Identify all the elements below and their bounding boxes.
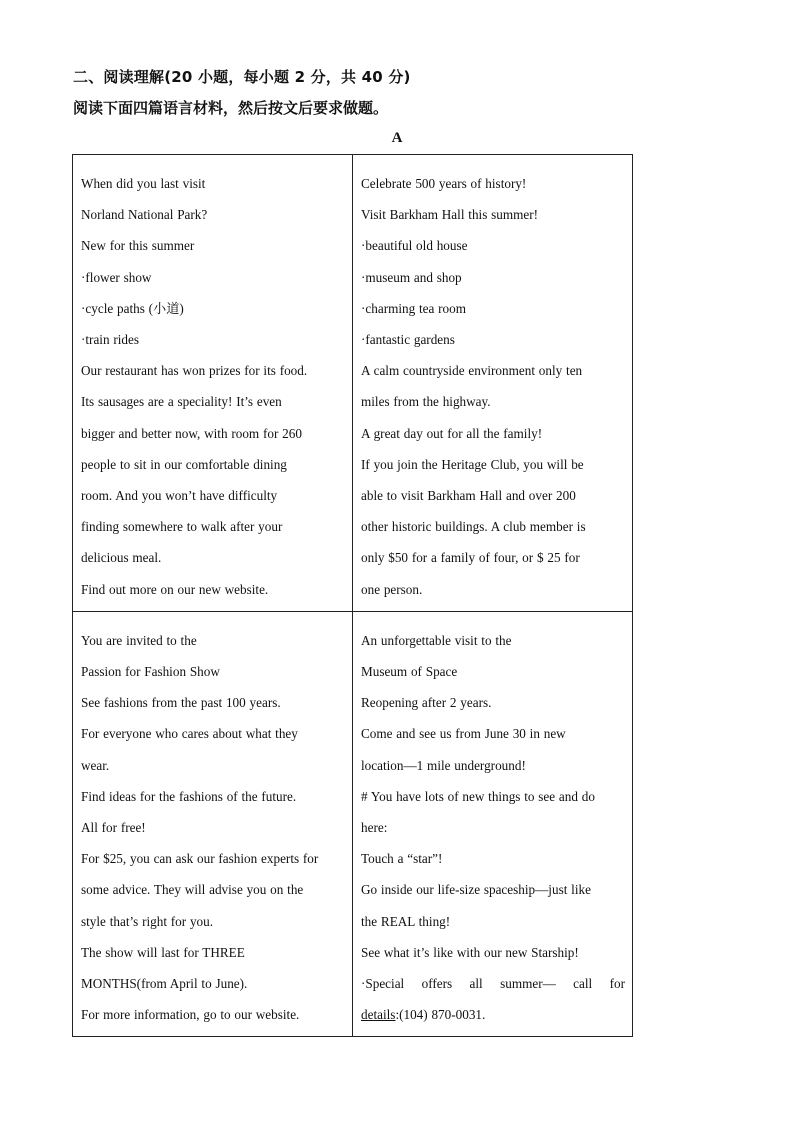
ad-norland-park (73, 155, 353, 612)
ad-line: ·fantastic gardens (361, 332, 455, 348)
table-row (73, 611, 633, 1037)
ad-line: Find out more on our new website. (81, 581, 269, 597)
ad-barkham-hall (353, 155, 633, 612)
ad-line: other historic buildings. A club member is (361, 519, 586, 535)
ad-line: Norland National Park? (81, 207, 208, 223)
ad-line: ·train rides (81, 332, 139, 348)
ad-line: Find ideas for the fashions of the future. (81, 788, 297, 804)
ad-line: Museum of Space (361, 664, 458, 680)
ad-line: You are invited to the (81, 632, 197, 648)
passage-label: A (391, 130, 403, 146)
ad-line: When did you last visit (81, 176, 206, 191)
ad-line: Our restaurant has won prizes for its food. (81, 363, 308, 379)
details-line (361, 999, 625, 1030)
ad-line: some advice. They will advise you on the (81, 882, 304, 898)
ad-fashion-show (73, 611, 353, 1037)
ad-line: Reopening after 2 years. (361, 695, 492, 711)
ad-line: See fashions from the past 100 years. (81, 695, 281, 711)
ad-line: wear. (81, 757, 110, 773)
ad-line: If you join the Heritage Club, you will be (361, 456, 584, 472)
ad-line: A great day out for all the family! (361, 425, 543, 441)
advertisements-table (72, 154, 633, 1037)
ad-line: Visit Barkham Hall this summer! (361, 207, 539, 223)
ad-line: ·museum and shop (361, 269, 462, 285)
ad-line: delicious meal. (81, 550, 162, 566)
section-heading: 二、阅读理解(20 小题，每小题 2 分，共 40 分) (73, 68, 411, 86)
details-link: details (361, 1007, 396, 1023)
ad-line: All for free! (81, 820, 146, 836)
ad-museum-of-space (353, 611, 633, 1037)
special-offer-line: ·Special offers all summer— call for (361, 976, 625, 992)
ad-line: the REAL thing! (361, 913, 451, 929)
ad-line: people to sit in our comfortable dining (81, 456, 287, 472)
ad-line: For $25, you can ask our fashion experts for (81, 851, 319, 867)
ad-line: A calm countryside environment only ten (361, 363, 583, 379)
table-row (73, 155, 633, 612)
ad-line: style that’s right for you. (81, 913, 214, 929)
ad-line: For more information, go to our website. (81, 1007, 300, 1023)
ad-line: ·charming tea room (361, 300, 466, 316)
ad-line: Passion for Fashion Show (81, 664, 220, 680)
ad-line: ·cycle paths (小道) (81, 300, 184, 316)
ad-line: See what it’s like with our new Starship! (361, 944, 579, 960)
ad-line: Go inside our life-size spaceship—just like (361, 882, 591, 898)
ad-line: MONTHS(from April to June). (81, 976, 248, 992)
ad-line: New for this summer (81, 238, 195, 254)
ad-line: ·flower show (81, 269, 152, 285)
ad-line: ·beautiful old house (361, 238, 468, 254)
ad-line: Celebrate 500 years of history! (361, 176, 527, 191)
ad-line: one person. (361, 581, 423, 597)
instructions: 阅读下面四篇语言材料，然后按文后要求做题。 (73, 99, 389, 117)
ad-line: The show will last for THREE (81, 944, 245, 960)
ad-line: here: (361, 820, 388, 836)
ad-line: For everyone who cares about what they (81, 726, 298, 742)
ad-line: # You have lots of new things to see and do (361, 788, 595, 804)
phone-number: :(104) 870-0031. (395, 1007, 486, 1023)
ad-line: only $50 for a family of four, or $ 25 for (361, 550, 580, 566)
ad-line: Come and see us from June 30 in new (361, 726, 566, 742)
ad-line: An unforgettable visit to the (361, 632, 512, 648)
ad-line: able to visit Barkham Hall and over 200 (361, 488, 576, 504)
ad-line: room. And you won’t have difficulty (81, 488, 278, 504)
ad-line: finding somewhere to walk after your (81, 519, 283, 535)
ad-line: miles from the highway. (361, 394, 491, 410)
ad-line: bigger and better now, with room for 260 (81, 425, 302, 441)
ad-line: Its sausages are a speciality! It’s even (81, 394, 282, 410)
ad-line: Touch a “star”! (361, 851, 443, 867)
ad-line: location—1 mile underground! (361, 757, 526, 773)
